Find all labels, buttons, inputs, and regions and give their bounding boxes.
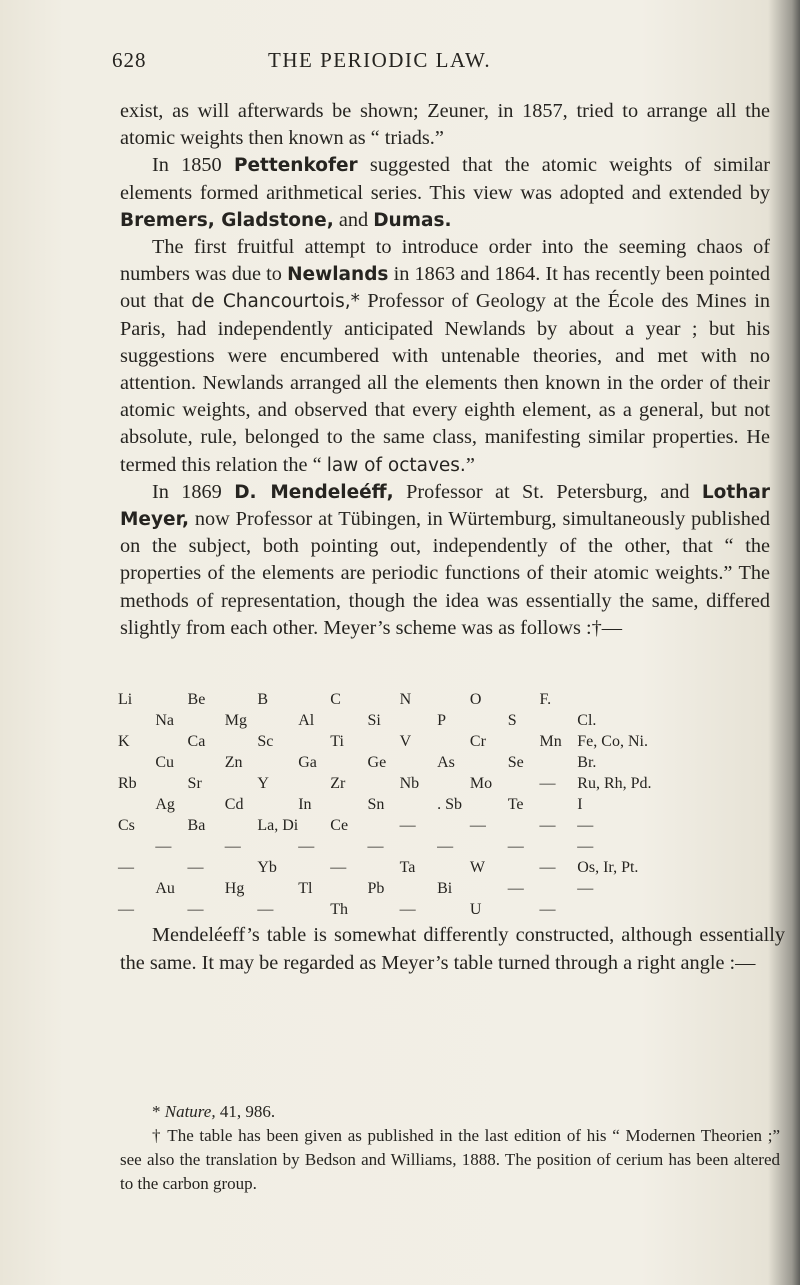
table-cell [225,732,258,753]
table-cell [225,774,258,795]
table-cell [400,753,437,774]
name-mendeleeff: D. Mendeleéff, [234,481,394,503]
table-cell: Ca [187,733,206,750]
table-cell: Rb [118,775,137,792]
table-cell [437,816,470,837]
table-row [118,711,718,732]
table-cell [257,879,298,900]
table-row [118,816,718,837]
table-cell: Bi [437,880,453,897]
table-cell: Ti [330,733,344,750]
table-cell: B [257,691,268,708]
table-cell: Ge [367,754,387,771]
table-cell: Fe, Co, Ni. [577,733,648,750]
table-cell [539,879,577,900]
table-row [118,879,718,900]
table-cell: F. [539,691,552,708]
table-cell: — [187,901,204,918]
table-cell: La, Di [257,817,299,834]
table-cell [155,732,187,753]
table-cell [470,795,508,816]
table-cell [539,711,577,732]
paragraph-text: In 1850 [152,154,234,177]
table-row [118,774,718,795]
table-cell: — [577,838,594,855]
table-cell [155,858,187,879]
paragraph-text: The first fruitful attempt to introduce order into the seeming chaos of numbers was due to [120,236,770,286]
table-cell [257,795,298,816]
paragraph [120,922,785,977]
table-cell [368,690,400,711]
table-cell: — [399,901,416,918]
table-cell: — [224,838,241,855]
table-cell [188,837,225,858]
table-cell: Mn [539,733,562,750]
table-cell: Th [330,901,349,918]
table-cell: W [469,859,486,876]
table-cell [368,858,400,879]
table-cell [470,837,508,858]
table-cell [188,753,225,774]
table-cell [298,732,330,753]
page-header [0,48,800,78]
table-row [118,795,718,816]
table-cell [508,900,540,921]
table-cell: — [539,817,556,834]
table-cell: — [539,901,556,918]
table-cell [539,753,577,774]
table-cell: Ce [330,817,349,834]
table-cell: — [257,901,274,918]
paragraph-text: In 1869 [152,480,235,503]
table-cell: Y [257,775,269,792]
table-cell: — [539,775,556,792]
table-cell: Zr [330,775,346,792]
table-cell: Ru, Rh, Pd. [577,775,652,792]
table-cell [470,711,508,732]
table-cell: Os, Ir, Pt. [577,859,639,876]
table-cell [257,753,298,774]
table-cell: — [507,838,524,855]
table-cell: Cr [469,733,486,750]
table-cell: Sc [257,733,274,750]
table-cell [118,879,155,900]
table-cell: — [330,859,347,876]
table-cell: — [507,880,524,897]
table-cell: Cl. [577,712,597,729]
table-cell [118,795,155,816]
table-cell [368,900,400,921]
table-cell [368,732,400,753]
body-text [120,98,770,642]
table-cell: Pb [367,880,385,897]
table-cell [470,879,508,900]
table-cell [330,753,367,774]
table-row [118,837,718,858]
paragraph-text: Professor at St. Petersburg, and [393,480,702,503]
footnote-mark: * [152,1102,165,1121]
table-cell [330,711,367,732]
paragraph-text: suggested that the atomic weights of similar elements formed arithmetical series. This view was adopted and extended by [120,154,771,204]
table-cell: V [399,733,412,750]
table-cell [155,900,187,921]
table-cell: Te [507,796,524,813]
table-cell [225,816,258,837]
table-cell [470,753,508,774]
table-cell [298,774,330,795]
table-cell [539,795,577,816]
footnote-journal: Nature, [164,1102,216,1121]
name-pettenkofer: Pettenkofer [233,155,358,177]
table-cell: Mo [469,775,493,792]
paragraph [120,98,770,152]
table-cell: Cs [118,817,135,834]
table-row [118,690,718,711]
table-cell [330,879,367,900]
footnote-ref: 41, 986. [215,1102,276,1121]
table-cell [437,858,470,879]
table-cell: Sn [367,796,385,813]
table-cell [118,837,155,858]
name-bremers-gladstone: Bremers, Gladstone, [120,209,334,231]
footnote [120,1100,780,1124]
table-row [118,858,718,879]
paragraph-text: ” [465,453,475,476]
table-cell [508,858,540,879]
table-cell: Sr [187,775,202,792]
paragraph [120,152,770,234]
table-cell: In [298,796,312,813]
table-cell: I [577,796,583,813]
meyer-table [118,690,718,921]
table-cell [437,900,470,921]
footnote [120,1124,780,1196]
footnote-text: † The table has been given as published in the last edition of his “ Modernen Theorien ;” see also the translation by Bedson and Williams, 1888. The position of cerium has been altered to the carbon group. [120,1126,780,1193]
table-cell: — [367,838,384,855]
table-cell: . Sb [437,796,462,813]
table-cell [118,711,155,732]
table-cell [118,753,155,774]
table-cell: — [298,838,315,855]
table-cell [437,732,470,753]
table-cell: O [469,691,482,708]
table-cell: — [118,859,134,876]
table-cell: Ag [155,796,175,813]
table-cell [577,690,718,711]
table-cell [368,816,400,837]
table-cell: Mg [224,712,248,729]
table-cell [257,837,298,858]
table-cell [400,837,437,858]
table-cell: Li [118,691,133,708]
footnotes [120,1100,780,1196]
table-cell: Na [155,712,174,729]
paragraph-text: and [333,208,374,231]
law-of-octaves: law of octaves. [326,454,466,476]
table-cell [330,795,367,816]
table-row [118,753,718,774]
paragraph [120,479,770,642]
name-newlands: Newlands [287,264,389,286]
table-cell: Hg [224,880,245,897]
table-cell [577,900,718,921]
name-lothar-meyer: Lothar Meyer, [120,481,770,531]
table-cell [508,690,540,711]
table-cell [400,795,437,816]
table-cell [188,711,225,732]
table-cell [539,837,577,858]
table-cell: Cd [224,796,244,813]
paragraph-text: now Professor at Tübingen, in Würtemburg, simultaneously published on the subject, both pointing out, independently of the other, that “ the properties of the elements are periodic functions of their atomic weights.” The methods of representation, though the idea was essentially the same, differed slightly from each other. Meyer’s scheme was as follows :†— [120,508,770,639]
paragraph-text: Mendeléeff’s table is somewhat differently constructed, although essentially the same. It may be regarded as Meyer’s table turned through a right angle :— [120,924,785,974]
table-cell [188,879,225,900]
table-cell: — [469,817,486,834]
table-row [118,900,718,921]
paragraph [120,234,770,479]
table-cell [400,711,437,732]
table-cell: — [539,859,556,876]
table-cell: C [330,691,341,708]
table-cell: Au [155,880,175,897]
table-cell [225,690,258,711]
table-cell [298,900,330,921]
paragraph-text: Professor of Geology at the École des Mines in Paris, had independently anticipated Newlands by about a year ; but his suggestions were encumbered with untenable theories, and met with no attention. Newlands arranged all the elements then known in the order of their atomic weights, and observed that every eighth element, as a general, but not absolute, rule, belonged to the same class, manifesting similar properties. He termed this relation the “ [120,290,770,476]
table-cell [257,711,298,732]
paragraph-text: exist, as will afterwards be shown; Zeuner, in 1857, tried to arrange all the atomic weights then known as “ triads.” [120,100,770,150]
table-cell: Ga [298,754,317,771]
table-cell: Ba [187,817,206,834]
table-cell [155,690,187,711]
table-cell: Tl [298,880,313,897]
table-cell [437,690,470,711]
table-cell: — [155,838,172,855]
table-cell: — [187,859,204,876]
closing-text [120,922,785,977]
table-cell [400,879,437,900]
table-cell [368,774,400,795]
table-cell: — [577,817,594,834]
table-cell: Be [187,691,206,708]
table-cell [298,858,330,879]
table-cell: K [118,733,130,750]
table-cell [508,774,540,795]
table-cell [298,690,330,711]
table-cell [225,900,258,921]
table-cell: Cu [155,754,175,771]
table-cell [437,774,470,795]
table-cell: — [577,880,594,897]
table-cell: Ta [399,859,416,876]
paragraph-text: in 1863 and 1864. It has recently been pointed out that [120,263,770,313]
table-cell [188,795,225,816]
page-number: 628 [112,48,147,72]
table-body [118,690,718,921]
table-cell: Se [507,754,524,771]
name-chancourtois: de Chancourtois,* [191,291,360,313]
running-title: THE PERIODIC LAW. [268,48,492,72]
table-cell [225,858,258,879]
table-cell [155,816,187,837]
table-cell: Nb [399,775,420,792]
table-cell: U [469,901,482,918]
table-row [118,732,718,753]
table-cell: — [118,901,134,918]
table-cell [508,816,540,837]
table-cell [298,816,330,837]
table-cell [155,774,187,795]
table-cell: P [437,712,446,729]
table-cell: Al [298,712,315,729]
table-cell [508,732,540,753]
table-cell: N [399,691,412,708]
table-cell: S [507,712,517,729]
table-cell: Zn [224,754,243,771]
table-cell: Si [367,712,381,729]
table-cell: — [399,817,416,834]
table-cell: — [437,838,454,855]
table-cell: Yb [257,859,277,876]
table-cell [330,837,367,858]
table-cell: As [437,754,455,771]
name-dumas: Dumas. [373,209,452,231]
table-cell: Br. [577,754,597,771]
